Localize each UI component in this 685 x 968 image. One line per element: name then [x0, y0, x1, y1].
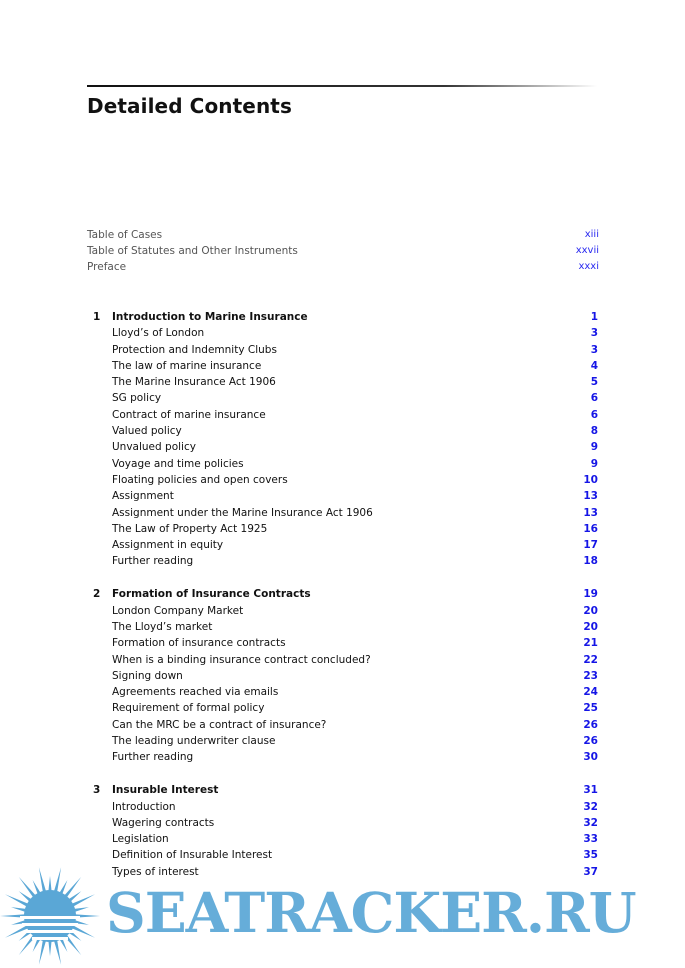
chapter-page-link[interactable]: 1	[590, 311, 598, 323]
section-page-link[interactable]: 23	[583, 669, 598, 682]
front-matter-item[interactable]	[87, 243, 599, 259]
section-entry[interactable]	[87, 456, 599, 472]
section-label: SG policy	[112, 392, 162, 405]
chapter-block	[87, 586, 599, 765]
section-label: Floating policies and open covers	[112, 473, 288, 486]
section-label: Further reading	[112, 555, 194, 568]
section-label: Assignment in equity	[112, 539, 224, 552]
sun-ray	[19, 877, 37, 898]
section-page-link[interactable]: 13	[583, 506, 598, 519]
chapter-title: Insurable Interest	[112, 784, 219, 797]
page-title: Detailed Contents	[87, 94, 292, 118]
front-matter-item[interactable]	[87, 227, 599, 243]
chapter-heading[interactable]	[87, 782, 599, 798]
section-label: Types of interest	[112, 865, 199, 878]
sun-ray	[19, 934, 37, 955]
sun-ray	[64, 877, 82, 898]
section-label: Unvalued policy	[112, 441, 196, 454]
front-matter-item[interactable]	[87, 259, 599, 275]
section-label: Contract of marine insurance	[112, 408, 266, 421]
section-page-link[interactable]: 26	[583, 735, 598, 748]
chapter-list	[87, 309, 599, 897]
sun-ray	[54, 867, 61, 893]
section-entry[interactable]	[87, 374, 599, 390]
section-entry[interactable]	[87, 749, 599, 765]
sun-ray	[39, 867, 46, 893]
section-entry[interactable]	[87, 505, 599, 521]
section-entry[interactable]	[87, 472, 599, 488]
section-label: Assignment	[112, 490, 174, 503]
chapter-page-link[interactable]: 19	[583, 588, 598, 601]
section-entry[interactable]	[87, 717, 599, 733]
section-entry[interactable]	[87, 423, 599, 439]
section-label: The Law of Property Act 1925	[112, 522, 268, 535]
section-page-link[interactable]: 3	[590, 327, 598, 340]
section-entry[interactable]	[87, 488, 599, 504]
section-page-link[interactable]: 32	[583, 800, 598, 813]
section-page-link[interactable]: 30	[583, 751, 598, 764]
section-page-link[interactable]: 20	[583, 604, 598, 617]
section-page-link[interactable]: 20	[583, 620, 598, 633]
section-page-link[interactable]: 4	[590, 359, 598, 372]
section-page-link[interactable]: 17	[583, 539, 598, 552]
front-matter-page[interactable]: xiii	[584, 229, 599, 240]
front-matter-label: Table of Statutes and Other Instruments	[87, 245, 298, 257]
section-entry[interactable]	[87, 831, 599, 847]
section-label: Definition of Insurable Interest	[112, 849, 273, 862]
section-label: Can the MRC be a contract of insurance?	[112, 718, 327, 731]
section-entry[interactable]	[87, 553, 599, 569]
section-entry[interactable]	[87, 684, 599, 700]
section-label: Assignment under the Marine Insurance Act 1906	[112, 506, 373, 519]
section-label: The Lloyd’s market	[112, 620, 213, 633]
chapter-title: Introduction to Marine Insurance	[112, 311, 308, 323]
section-label: The leading underwriter clause	[112, 735, 276, 748]
section-entry[interactable]	[87, 619, 599, 635]
section-entry[interactable]	[87, 390, 599, 406]
sun-ray	[39, 939, 46, 965]
section-page-link[interactable]: 24	[583, 686, 598, 699]
section-label: Lloyd’s of London	[112, 327, 205, 340]
section-label: Voyage and time policies	[112, 457, 244, 470]
section-entry[interactable]	[87, 439, 599, 455]
watermark-text: SEATRACKER.RU	[106, 880, 636, 945]
front-matter-page[interactable]: xxvii	[575, 245, 599, 256]
header-rule	[87, 85, 597, 87]
chapter-number: 1	[93, 311, 101, 323]
section-label: London Company Market	[112, 604, 244, 617]
section-page-link[interactable]: 26	[583, 718, 598, 731]
section-label: Agreements reached via emails	[112, 686, 279, 699]
chapter-number: 2	[93, 588, 101, 601]
section-label: Wagering contracts	[112, 816, 215, 829]
section-page-link[interactable]: 9	[590, 441, 598, 454]
section-entry[interactable]	[87, 799, 599, 815]
section-entry[interactable]	[87, 603, 599, 619]
section-label: Legislation	[112, 833, 169, 846]
section-label: When is a binding insurance contract concluded?	[112, 653, 371, 666]
section-page-link[interactable]: 8	[590, 425, 598, 438]
section-page-link[interactable]: 5	[590, 376, 598, 389]
section-entry[interactable]	[87, 342, 599, 358]
chapter-title: Formation of Insurance Contracts	[112, 588, 311, 601]
front-matter-label: Table of Cases	[87, 229, 163, 241]
section-page-link[interactable]: 18	[583, 555, 598, 568]
front-matter-list	[87, 227, 599, 275]
chapter-heading[interactable]	[87, 586, 599, 602]
section-entry[interactable]	[87, 652, 599, 668]
section-page-link[interactable]: 3	[590, 343, 598, 356]
sun-ray	[64, 934, 82, 955]
section-label: The Marine Insurance Act 1906	[112, 376, 276, 389]
chapter-number: 3	[93, 784, 101, 797]
section-label: Signing down	[112, 669, 183, 682]
section-page-link[interactable]: 33	[583, 833, 598, 846]
section-label: Valued policy	[112, 425, 182, 438]
section-entry[interactable]	[87, 358, 599, 374]
section-page-link[interactable]: 25	[583, 702, 598, 715]
chapter-page-link[interactable]: 31	[583, 784, 598, 797]
section-label: Requirement of formal policy	[112, 702, 265, 715]
section-page-link[interactable]: 21	[583, 637, 598, 650]
section-label: Protection and Indemnity Clubs	[112, 343, 277, 356]
section-page-link[interactable]: 16	[583, 522, 598, 535]
section-page-link[interactable]: 6	[590, 408, 598, 421]
chapter-block	[87, 309, 599, 570]
section-entry[interactable]	[87, 668, 599, 684]
sun-ray	[54, 939, 61, 965]
section-page-link[interactable]: 10	[583, 473, 598, 486]
section-page-link[interactable]: 13	[583, 490, 598, 503]
section-entry[interactable]	[87, 521, 599, 537]
section-entry[interactable]	[87, 407, 599, 423]
sun-ray	[48, 876, 51, 892]
section-label: Formation of insurance contracts	[112, 637, 286, 650]
section-label: The law of marine insurance	[112, 359, 262, 372]
section-entry[interactable]	[87, 700, 599, 716]
section-page-link[interactable]: 9	[590, 457, 598, 470]
section-page-link[interactable]: 35	[583, 849, 598, 862]
section-page-link[interactable]: 6	[590, 392, 598, 405]
section-entry[interactable]	[87, 537, 599, 553]
sun-ray	[48, 940, 51, 956]
section-label: Introduction	[112, 800, 176, 813]
section-entry[interactable]	[87, 325, 599, 341]
front-matter-label: Preface	[87, 261, 127, 273]
section-page-link[interactable]: 37	[583, 865, 598, 878]
section-entry[interactable]	[87, 815, 599, 831]
section-page-link[interactable]: 22	[583, 653, 598, 666]
section-entry[interactable]	[87, 635, 599, 651]
section-label: Further reading	[112, 751, 194, 764]
section-entry[interactable]	[87, 733, 599, 749]
front-matter-page[interactable]: xxxi	[578, 261, 599, 272]
section-page-link[interactable]: 32	[583, 816, 598, 829]
chapter-heading[interactable]	[87, 309, 599, 325]
